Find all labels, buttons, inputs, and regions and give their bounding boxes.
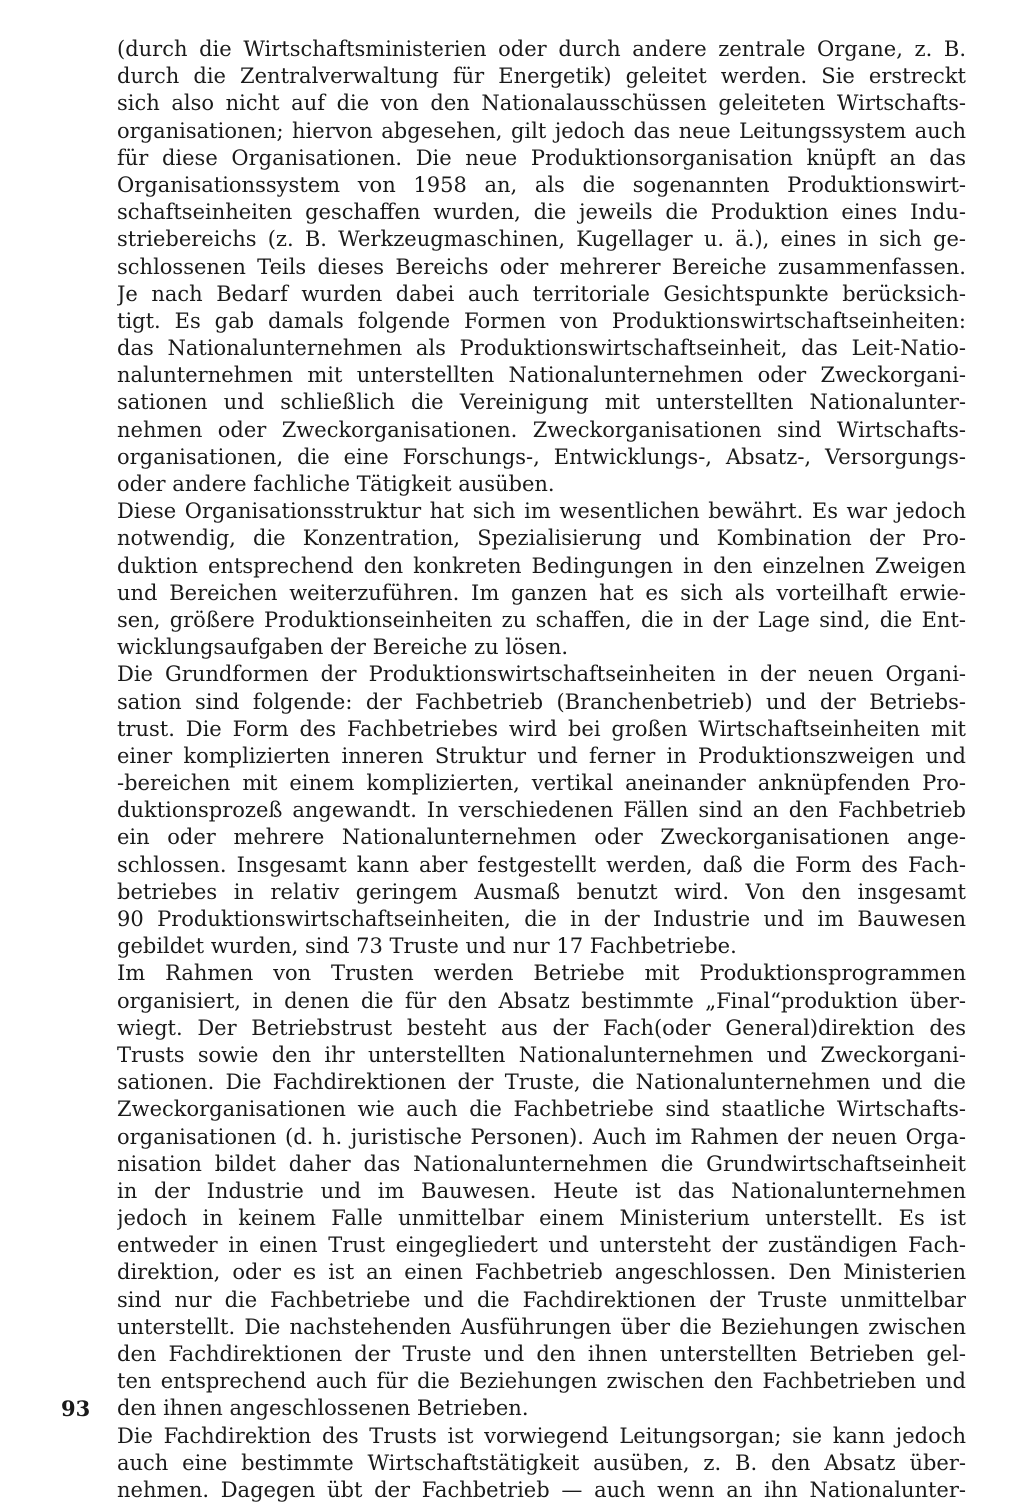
text-line: in der Industrie und im Bauwesen. Heute ist das Nationalunternehmen [117, 1178, 966, 1203]
text-line: gebildet wurden, sind 73 Truste und nur 17 Fachbetriebe. [117, 934, 737, 959]
text-line: das Nationalunternehmen als Produktionswirtschaftseinheit, das Leit-Natio- [117, 336, 966, 361]
text-line: ein oder mehrere Nationalunternehmen oder Zweckorganisationen ange- [117, 825, 966, 850]
text-line: trust. Die Form des Fachbetriebes wird bei großen Wirtschaftseinheiten mit [117, 716, 966, 741]
text-line: nehmen oder Zweckorganisationen. Zweckorganisationen sind Wirtschafts- [117, 417, 966, 442]
body-text [117, 36, 966, 1504]
text-line: durch die Zentralverwaltung für Energetik) geleitet werden. Sie erstreckt [117, 64, 966, 89]
text-line: für diese Organisationen. Die neue Produktionsorganisation knüpft an das [117, 145, 966, 170]
text-line: Im Rahmen von Trusten werden Betriebe mit Produktionsprogrammen [117, 961, 966, 986]
text-line: sation sind folgende: der Fachbetrieb (Branchenbetrieb) und der Betriebs- [117, 689, 966, 714]
text-line: Diese Organisationsstruktur hat sich im wesentlichen bewährt. Es war jedoch [117, 499, 966, 524]
text-line: auch eine bestimmte Wirtschaftstätigkeit ausüben, z. B. den Absatz über- [117, 1450, 966, 1475]
text-line: wicklungsaufgaben der Bereiche zu lösen. [117, 635, 569, 660]
text-line: 90 Produktionswirtschaftseinheiten, die in der Industrie und im Bauwesen [117, 907, 966, 931]
text-line: organisationen, die eine Forschungs-, Entwicklungs-, Absatz-, Versorgungs- [117, 444, 966, 469]
text-line: wiegt. Der Betriebstrust besteht aus der Fach(oder General)direktion des [117, 1015, 966, 1040]
text-line: Die Grundformen der Produktionswirtschaftseinheiten in der neuen Organi- [117, 662, 966, 687]
text-line: direktion, oder es ist an einen Fachbetrieb angeschlossen. Den Ministerien [117, 1260, 966, 1285]
text-line: Zweckorganisationen wie auch die Fachbetriebe sind staatliche Wirtschafts- [117, 1097, 966, 1122]
text-line: sind nur die Fachbetriebe und die Fachdirektionen der Truste unmittelbar [117, 1287, 966, 1312]
text-line: sationen und schließlich die Vereinigung mit unterstellten Nationalunter- [117, 390, 966, 415]
text-line: und Bereichen weiterzuführen. Im ganzen hat es sich als vorteilhaft erwie- [117, 580, 966, 605]
page-number: 93 [61, 1396, 91, 1421]
text-line: nehmen. Dagegen übt der Fachbetrieb — auch wenn an ihn Nationalunter- [117, 1477, 966, 1502]
text-line: duktion entsprechend den konkreten Bedingungen in den einzelnen Zweigen [117, 553, 966, 578]
text-line: Trusts sowie den ihr unterstellten Nationalunternehmen und Zweckorgani- [117, 1042, 966, 1067]
text-line: (durch die Wirtschaftsministerien oder durch andere zentrale Organe, z. B. [117, 37, 966, 61]
text-line: oder andere fachliche Tätigkeit ausüben. [117, 472, 555, 496]
text-line: sich also nicht auf die von den Nationalausschüssen geleiteten Wirtschafts- [117, 91, 966, 116]
text-line: den Fachdirektionen der Truste und den ihnen unterstellten Betrieben gel- [117, 1342, 966, 1366]
text-line: -bereichen mit einem komplizierten, vertikal aneinander anknüpfenden Pro- [117, 771, 966, 796]
text-line: schaftseinheiten geschaffen wurden, die jeweils die Produktion eines Indu- [117, 200, 966, 225]
text-line: den ihnen angeschlossenen Betrieben. [117, 1396, 529, 1421]
text-line: Je nach Bedarf wurden dabei auch territoriale Gesichtspunkte berücksich- [117, 281, 966, 306]
text-line: einer komplizierten inneren Struktur und ferner in Produktionszweigen und [117, 743, 966, 768]
text-line: organisiert, in denen die für den Absatz bestimmte „Final“produktion über- [117, 988, 966, 1013]
text-line: tigt. Es gab damals folgende Formen von Produktionswirtschaftseinheiten: [117, 308, 966, 333]
text-line: schlossen. Insgesamt kann aber festgestellt werden, daß die Form des Fach- [117, 852, 966, 877]
text-line: striebereichs (z. B. Werkzeugmaschinen, Kugellager u. ä.), eines in sich ge- [117, 227, 966, 252]
text-line: nisation bildet daher das Nationalunternehmen die Grundwirtschaftseinheit [117, 1151, 966, 1176]
text-line: organisationen; hiervon abgesehen, gilt jedoch das neue Leitungssystem auch [117, 118, 966, 143]
text-line: betriebes in relativ geringem Ausmaß benutzt wird. Von den insgesamt [117, 879, 966, 904]
text-line: nalunternehmen mit unterstellten Nationalunternehmen oder Zweckorgani- [117, 363, 966, 388]
text-line: unterstellt. Die nachstehenden Ausführungen über die Beziehungen zwischen [117, 1314, 966, 1339]
text-line: ten entsprechend auch für die Beziehungen zwischen den Fachbetrieben und [117, 1369, 966, 1394]
text-line: sationen. Die Fachdirektionen der Truste, die Nationalunternehmen und die [117, 1070, 966, 1095]
text-line: sen, größere Produktionseinheiten zu schaffen, die in der Lage sind, die Ent- [117, 607, 966, 632]
text-line: Die Fachdirektion des Trusts ist vorwiegend Leitungsorgan; sie kann jedoch [117, 1423, 966, 1448]
text-line: duktionsprozeß angewandt. In verschiedenen Fällen sind an den Fachbetrieb [117, 798, 966, 823]
text-line: notwendig, die Konzentration, Spezialisierung und Kombination der Pro- [117, 526, 966, 551]
text-line: schlossenen Teils dieses Bereichs oder mehrerer Bereiche zusammenfassen. [117, 254, 966, 279]
text-line: organisationen (d. h. juristische Personen). Auch im Rahmen der neuen Orga- [117, 1124, 966, 1149]
text-line: entweder in einen Trust eingegliedert und untersteht der zuständigen Fach- [117, 1233, 966, 1258]
text-line: Organisationssystem von 1958 an, als die sogenannten Produktionswirt- [117, 172, 966, 197]
text-line: jedoch in keinem Falle unmittelbar einem Ministerium unterstellt. Es ist [117, 1206, 966, 1231]
